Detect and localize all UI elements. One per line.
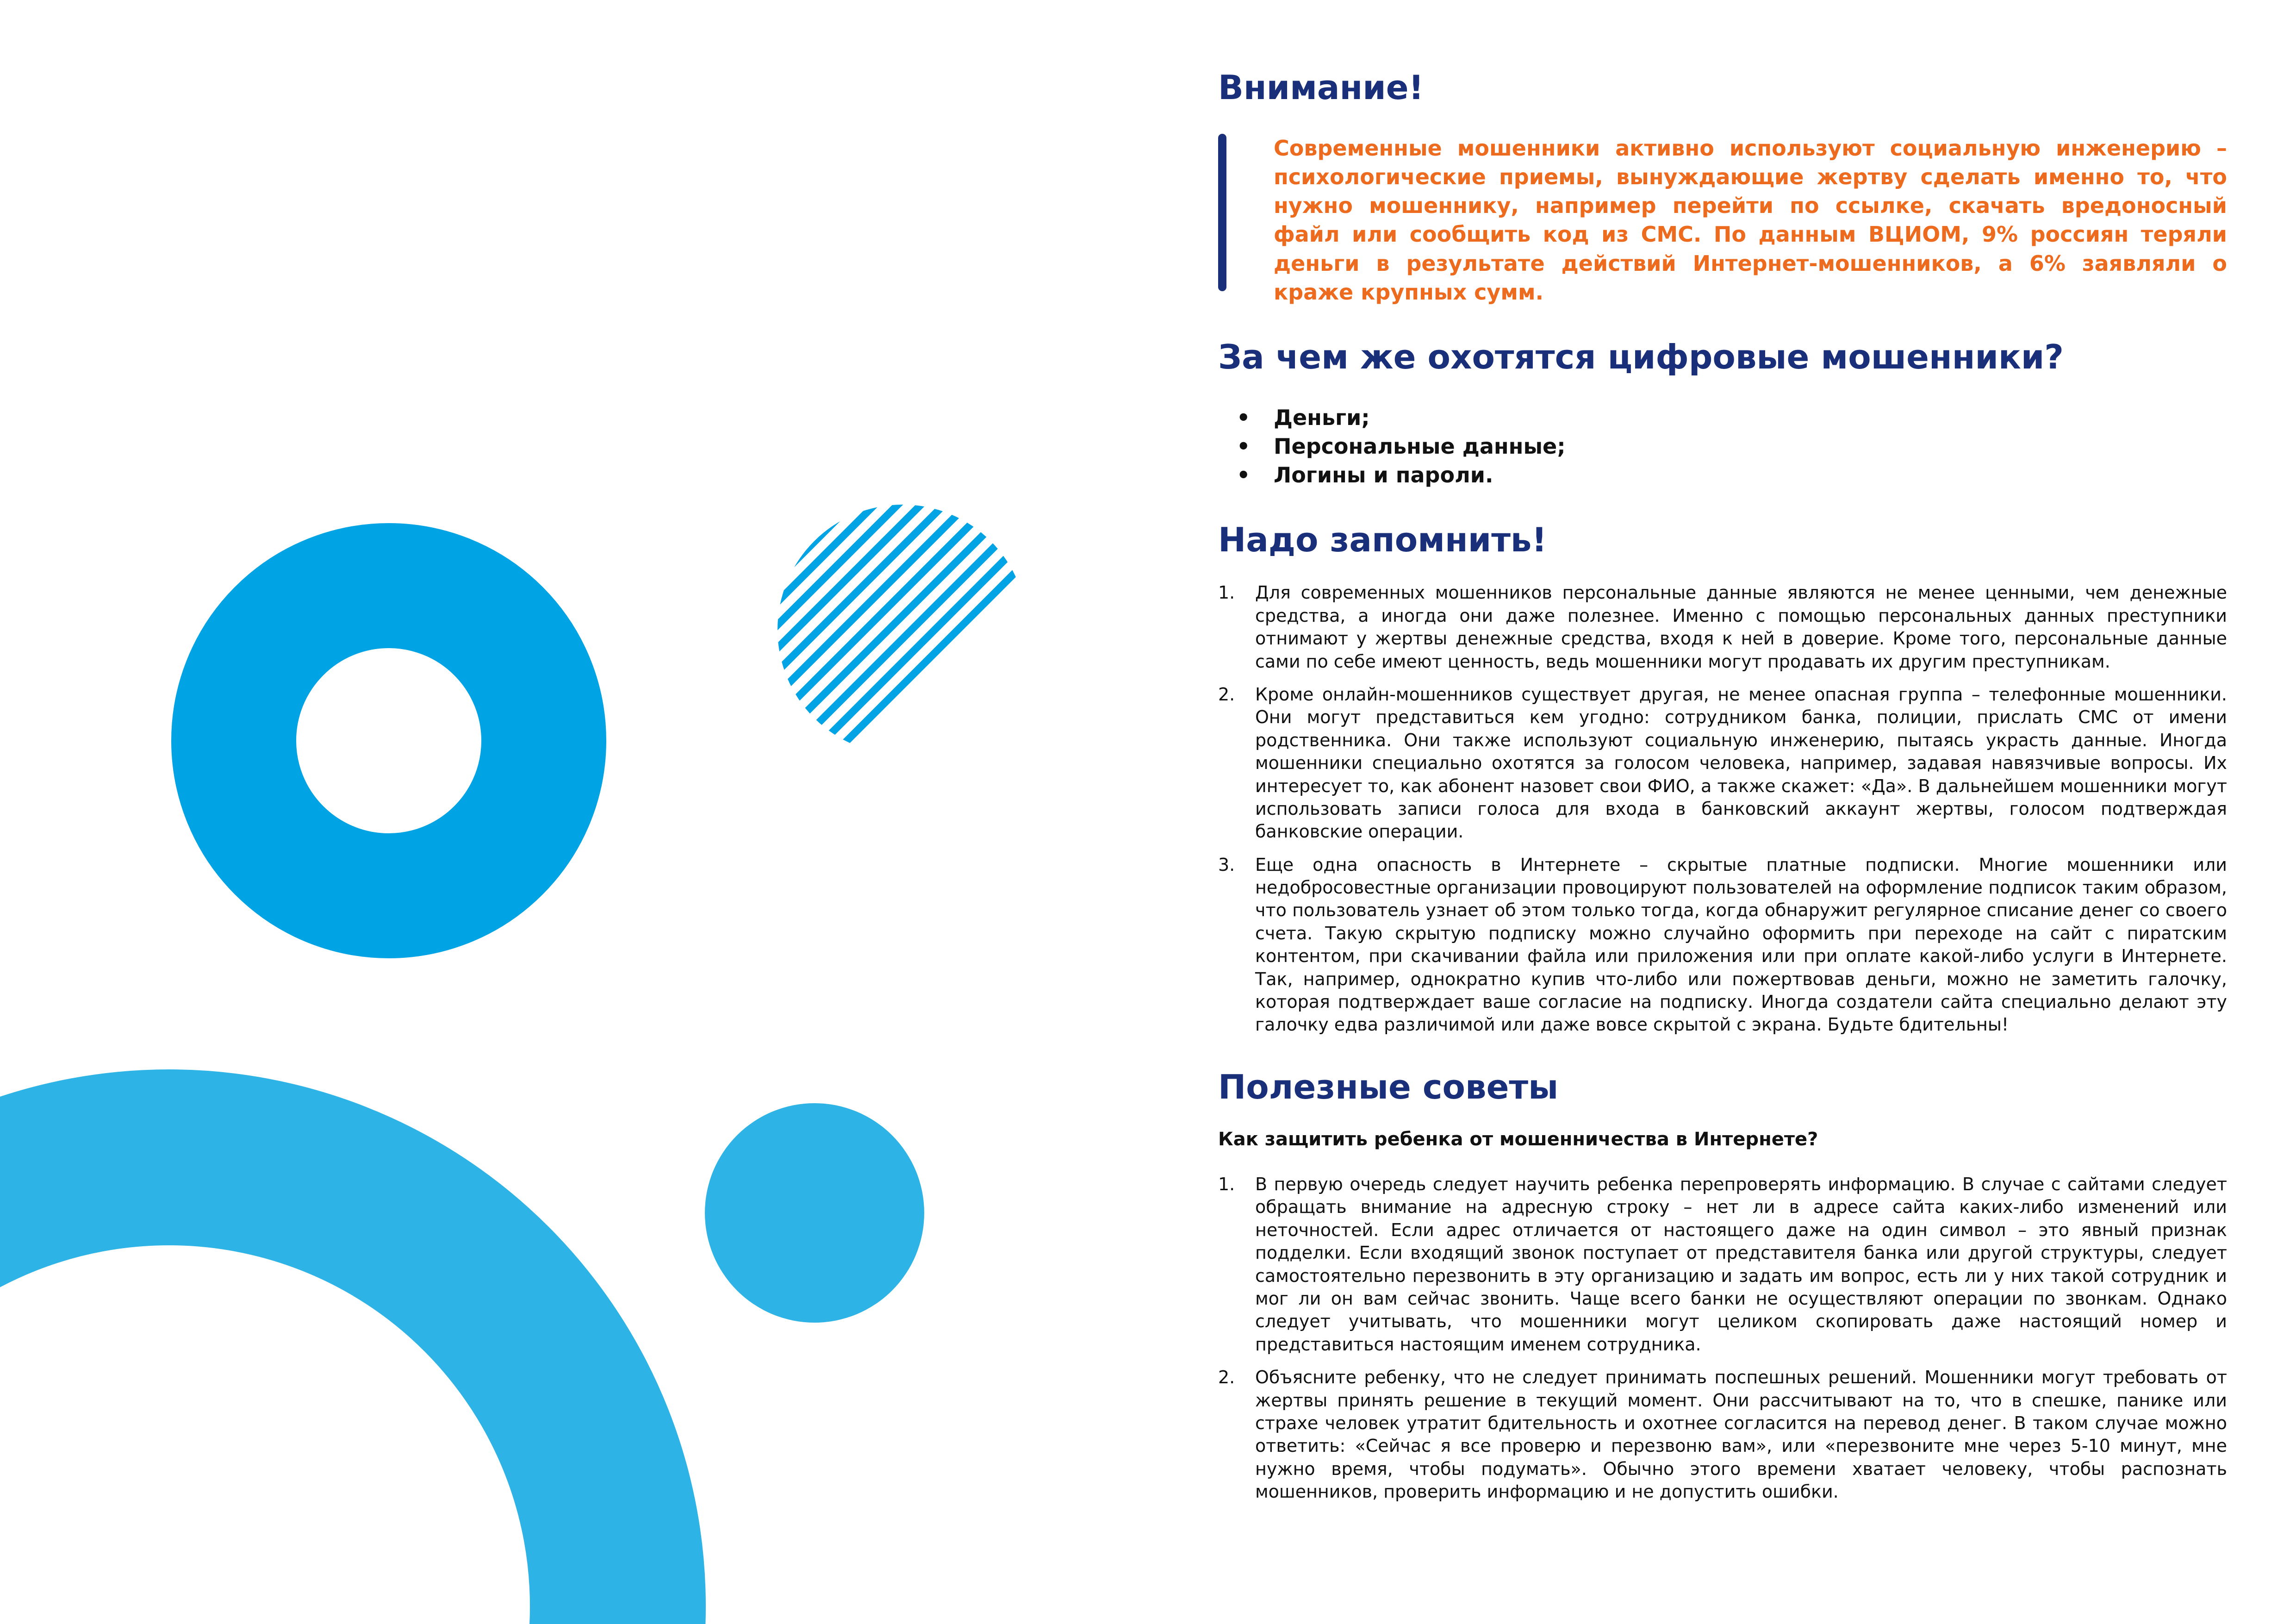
list-item [1218,1173,2227,1356]
targets-heading: За чем же охотятся цифровые мошенники? [1218,337,2064,376]
item-text: Для современных мошенников персональные данные являются не менее ценными, чем денежные средства, а иногда они даже полезнее. Именно с помощью персональных данных преступники отнимают у жертвы денежные средства, входя к ней в доверие. Кроме того, персональные данные сами по себе имеют ценность, ведь мошенники могут продавать их другим преступникам. [1255,582,2227,672]
bullet-icon: • [1237,405,1251,430]
list-item [1218,581,2227,673]
item-text: Еще одна опасность в Интернете – скрытые платные подписки. Многие мошенники или недобросовестные организации провоцируют пользователей на оформление подписок таким образом, что пользователь узнает об этом только тогда, когда обнаружит регулярное списание денег со своего счета. Такую скрытую подписку можно случайно оформить при переходе на сайт с пиратским контентом, при скачивании файла или приложения или при оплате какой-либо услуги в Интернете. Так, например, однократно купив что-либо или пожертвовав деньги, можно не заметить галочку, которая подтверждает ваше согласие на подписку. Иногда создатели сайта специально делают эту галочку едва различимой или даже вовсе скрытой с экрана. Будьте бдительны! [1255,854,2227,1035]
remember-list [1218,581,2227,1036]
list-item: • Персональные данные; [1274,432,2227,461]
tips-list [1218,1173,2227,1503]
item-number: 1. [1218,1174,1235,1195]
callout-bar [1218,134,1226,291]
attention-callout [1218,134,2227,306]
striped-circle-decoration [694,384,1203,893]
item-number: 1. [1218,582,1235,603]
targets-section [1218,339,2227,489]
item-number: 2. [1218,1367,1235,1388]
list-item: • Деньги; [1274,403,2227,432]
list-item: • Логины и пароли. [1274,461,2227,489]
list-item [1218,854,2227,1037]
item-text: В первую очередь следует научить ребенка перепроверять информацию. В случае с сайтами следует обращать внимание на адресную строку – нет ли в адресе сайта каких-либо изменений или неточностей. Если адрес отличается от настоящего даже на один символ – это явный признак подделки. Если входящий звонок поступает от представителя банка или другой структуры, следует самостоятельно перезвонить в эту организацию и задать им вопрос, есть ли у них такой сотрудник и мог ли он вам сейчас звонить. Чаще всего банки не осуществляют операции по звонкам. Однако следует учитывать, что мошенники могут целиком скопировать даже настоящий номер и представиться настоящим именем сотрудника. [1255,1174,2227,1355]
item-number: 3. [1218,854,1235,875]
bullet-icon: • [1237,434,1251,459]
tips-section [1218,1069,2227,1504]
bullet-icon: • [1237,462,1251,488]
list-item [1218,683,2227,843]
large-arc-decoration [0,1157,618,1624]
remember-heading: Надо запомнить! [1218,520,1547,560]
attention-text: Современные мошенники активно используют социальную инженерию – психологические приемы, вынуждающие жертву сделать именно то, что нужно мошеннику, например перейти по ссылке, скачать вредоносный файл или сообщить код из СМС. По данным ВЦИОМ, 9% россиян теряли деньги в результате действий Интернет-мошенников, а 6% заявляли о краже крупных сумм. [1274,136,2227,305]
tips-heading: Полезные советы [1218,1067,1559,1106]
item-number: 2. [1218,684,1235,705]
list-item [1218,1366,2227,1503]
small-circle-decoration [705,1103,924,1323]
attention-heading: Внимание! [1218,68,1424,107]
text-column [1218,69,2227,1513]
blue-ring-decoration [234,586,544,896]
item-text: Объясните ребенку, что не следует принимать поспешных решений. Мошенники могут требовать от жертвы принять решение в текущий момент. Они рассчитывают на то, что в спешке, панике или страхе человек утратит бдительность и охотнее согласится на перевод денег. В таком случае можно ответить: «Сейчас я все проверю и перезвоню вам», или «перезвоните мне через 5-10 минут, мне нужно время, чтобы подумать». Обычно этого времени хватает человеку, чтобы распознать мошенников, проверить информацию и не допустить ошибки. [1255,1367,2227,1502]
targets-list [1218,403,2227,489]
tips-question: Как защитить ребенка от мошенничества в Интернете? [1218,1129,1818,1150]
item-text: Кроме онлайн-мошенников существует другая, не менее опасная группа – телефонные мошенники. Они могут представиться кем угодно: сотрудником банка, полиции, прислать СМС от имени родственника. Они также используют социальную инженерию, пытаясь украсть данные. Иногда мошенники специально охотятся за голосом человека, например, задавая навязчивые вопросы. Их интересует то, как абонент назовет свои ФИО, а также скажет: «Да». В дальнейшем мошенники могут использовать записи голоса для входа в банковский аккаунт жертвы, голосом подтверждая банковские операции. [1255,684,2227,842]
remember-section [1218,522,2227,1037]
